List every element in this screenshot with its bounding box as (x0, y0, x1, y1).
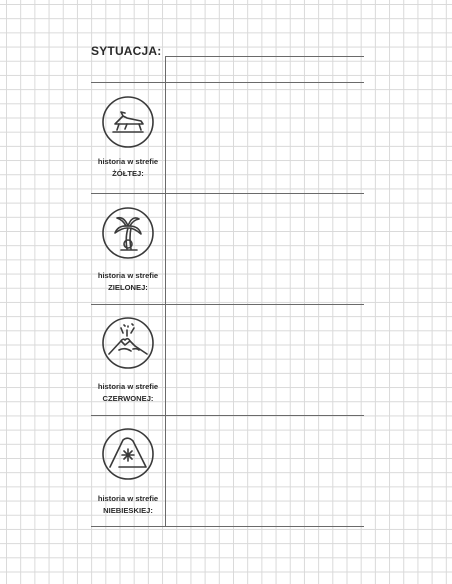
answer-area-red[interactable] (167, 306, 363, 414)
snowy-mountain-icon (101, 427, 155, 481)
answer-area-blue[interactable] (167, 417, 363, 525)
volcano-icon (101, 316, 155, 370)
situation-label: SYTUACJA: (91, 44, 162, 58)
situation-answer-line[interactable] (166, 56, 364, 57)
row-divider (91, 304, 364, 305)
row-label-green: historia w strefie ZIELONEJ: (97, 271, 159, 292)
row-divider (91, 415, 364, 416)
row-divider (91, 193, 364, 194)
palm-tree-icon (101, 206, 155, 260)
row-divider (91, 526, 364, 527)
answer-area-green[interactable] (167, 195, 363, 303)
row-label-red: historia w strefie CZERWONEJ: (97, 382, 159, 403)
sun-lounger-icon (101, 95, 155, 149)
answer-area-yellow[interactable] (167, 84, 363, 192)
row-label-blue: historia w strefie NIEBIESKIEJ: (97, 494, 159, 515)
row-divider (91, 82, 364, 83)
row-label-yellow: historia w strefie ŻÓŁTEJ: (97, 157, 159, 178)
